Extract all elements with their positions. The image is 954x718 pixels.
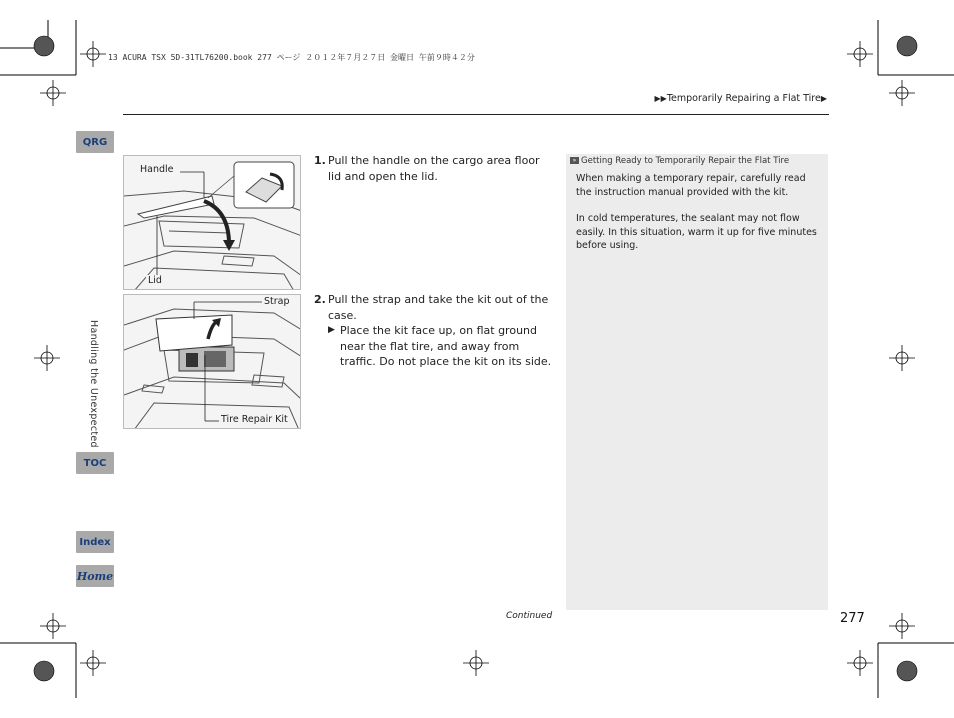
step-2-substep xyxy=(328,323,554,370)
step-1-number: 1. xyxy=(314,154,326,167)
step-1 xyxy=(314,153,554,184)
strap-label: Strap xyxy=(264,296,290,307)
note-title[interactable] xyxy=(570,156,789,166)
side-note xyxy=(566,154,828,610)
step-2 xyxy=(314,292,554,370)
tire-repair-kit-label: Tire Repair Kit xyxy=(221,414,288,425)
print-header: 13 ACURA TSX 5D-31TL76200.book 277 ページ ２０１２年７月２７日 金曜日 午前９時４２分 xyxy=(108,53,475,62)
breadcrumb-title[interactable]: Temporarily Repairing a Flat Tire xyxy=(666,93,821,104)
lid-label: Lid xyxy=(148,275,162,286)
note-paragraph: In cold temperatures, the sealant may not flow easily. In this situation, warm it up for five minutes before using. xyxy=(576,213,817,251)
step-1-text: Pull the handle on the cargo area floor lid and open the lid. xyxy=(328,154,540,183)
section-label: Handling the Unexpected xyxy=(88,320,99,448)
home-button[interactable]: Home xyxy=(76,565,114,587)
header-rule xyxy=(123,114,829,115)
cargo-lid-illustration xyxy=(124,156,301,290)
index-button[interactable]: Index xyxy=(76,531,114,553)
page-number: 277 xyxy=(840,611,865,626)
triangle-bullet-icon: ▶ xyxy=(328,325,335,335)
tire-kit-illustration xyxy=(124,295,301,429)
note-paragraph: When making a temporary repair, carefully read the instruction manual provided with the kit. xyxy=(576,173,806,198)
reference-arrow-icon: » xyxy=(570,157,579,164)
step-2-number: 2. xyxy=(314,293,326,306)
breadcrumb-end-arrow-icon: ▶ xyxy=(820,94,827,103)
toc-button[interactable]: TOC xyxy=(76,452,114,474)
step-2-substep-text: Place the kit face up, on flat ground near the flat tire, and away from traffic. Do not place the kit on its side. xyxy=(340,324,552,368)
continued-label: Continued xyxy=(506,611,553,621)
step-2-text: Pull the strap and take the kit out of the case. xyxy=(328,293,549,322)
note-title-text: Getting Ready to Temporarily Repair the Flat Tire xyxy=(581,156,790,166)
figure-cargo-floor-lid xyxy=(123,155,301,290)
qrg-button[interactable]: QRG xyxy=(76,131,114,153)
breadcrumb xyxy=(655,93,827,104)
handle-label: Handle xyxy=(140,164,174,175)
figure-tire-repair-kit xyxy=(123,294,301,429)
breadcrumb-arrows-icon: ▶▶ xyxy=(654,94,667,103)
